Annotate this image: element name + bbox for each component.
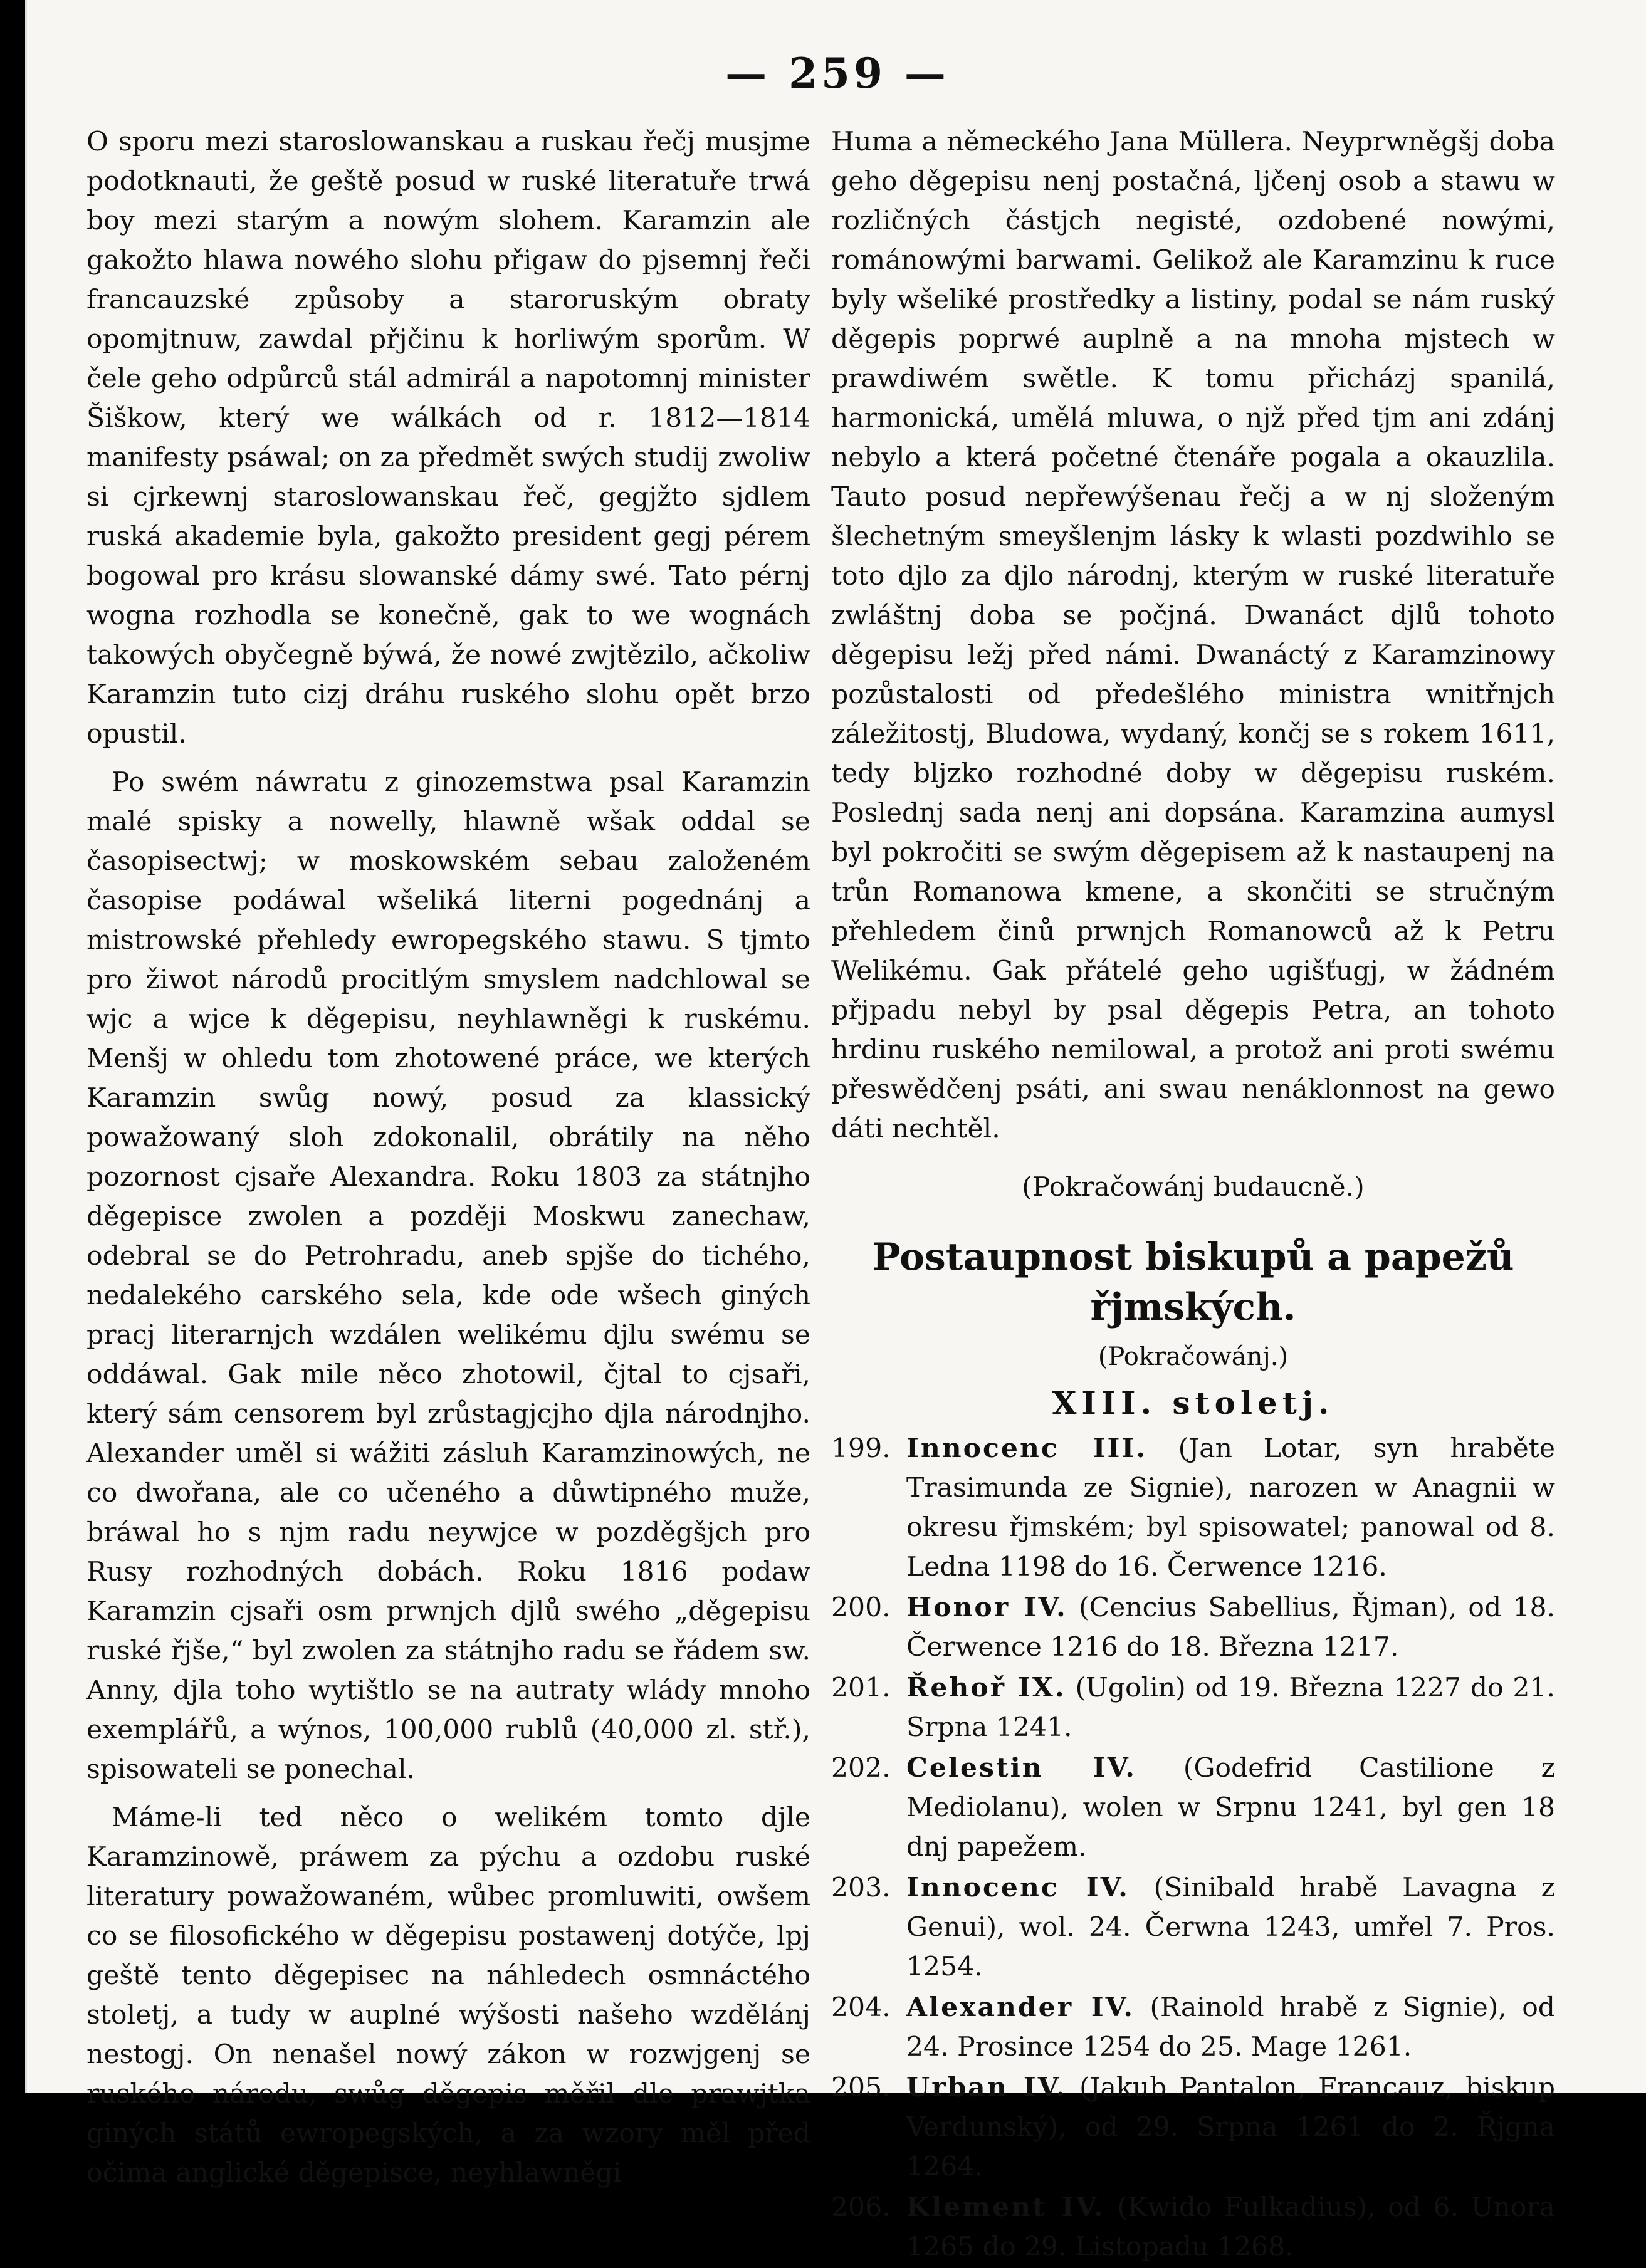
left-column [86, 122, 810, 2193]
entry-text: (Jan Lotar, syn hraběte Trasimunda ze Signie), narozen w Anagnii w okresu řjmském; byl spisowatel; panowal od 8. Ledna 1198 do 16. Čerwence 1216. [906, 1433, 1555, 1582]
pope-entry [831, 1668, 1555, 1747]
entry-number: 205. [831, 2072, 891, 2103]
entry-text: (Ugolin) od 19. Března 1227 do 21. Srpna 1241. [906, 1673, 1555, 1743]
entry-text: (Sinibald hrabě Lavagna z Genui), wol. 24. Čerwna 1243, umřel 7. Pros. 1254. [906, 1873, 1555, 1982]
left-paragraph-3: Máme-li ted něco o welikém tomto djle Karamzinowě, práwem za pýchu a ozdobu ruské literatury powažowaném, wůbec promluwiti, owšem co se filosofického w děgepisu postawenj dotýče, lpj geště tento děgepisec na náhledech osmnáctého stoletj, a tudy w auplné wýšosti našeho wzdělánj nestogj. On nenašel nowý zákon w rozwjgenj se ruského národu, swůg děgepis měřil dle prawjtka giných států ewropegských, a za wzory měl před očima anglické děgepisce, neyhlawněgi [86, 1802, 810, 2188]
section-subtitle: (Pokračowánj.) [1098, 1342, 1289, 1371]
pope-entry [831, 1868, 1555, 1987]
right-paragraph-1: Huma a německého Jana Müllera. Neyprwněgšj doba geho děgepisu nenj postačná, ljčenj osob a stawu w rozličných částjch negisté, ozdobené nowými, románowými barwami. Gelikož ale Karamzinu k ruce byly wšeliké prostředky a listiny, podal se nám ruský děgepis poprwé auplně a na mnoha mjstech w prawdiwém swětle. K tomu přicházj spanilá, harmonická, umělá mluwa, o njž před tjm ani zdánj nebylo a která početné čtenáře pogala a okauzlila. Tauto posud nepřewýšenau řečj a w nj složeným šlechetným smeyšlenjm lásky k wlasti pozdwihlo se toto djlo za djlo národnj, kterým w ruské literatuře zwláštnj doba se počjná. Dwanáct djlů tohoto děgepisu ležj před námi. Dwanáctý z Karamzinowy pozůstalosti od předešlého ministra wnitřnjch záležitostj, Bludowa, wydaný, končj se s rokem 1611, tedy bljzko rozhodné doby w děgepisu ruském. Poslednj sada nenj ani dopsána. Karamzina aumysl byl pokročiti se swým děgepisem až k nastaupenj na trůn Romanowa kmene, a skončiti se stručným přehledem činů prwnjch Romanowců až k Petru Welikému. Gak přátelé geho ugišťugj, w žádném přjpadu nebyl by psal děgepis Petra, an tohoto hrdinu ruského nemilowal, a protož ani proti swému přeswědčenj psáti, ani swau nenáklonnost na gewo dáti nechtěl. [831, 127, 1555, 1144]
entry-number: 199. [831, 1433, 891, 1464]
pope-entry [831, 1429, 1555, 1587]
entry-number: 200. [831, 1592, 891, 1623]
century-heading: XIII. stoletj. [1052, 1384, 1334, 1421]
left-paragraph-2: Po swém náwratu z ginozemstwa psal Karamzin malé spisky a nowelly, hlawně wšak oddal se časopisectwj; w moskowském sebau založeném časopise podáwal wšeliká literni pogednánj a mistrowské přehledy ewropegského stawu. S tjmto pro žiwot národů procitlým smyslem nadchlowal se wjc a wjce k děgepisu, neyhlawněgi k ruskému. Menšj w ohledu tom zhotowené práce, we kterých Karamzin swůg nowý, posud za klassický powažowaný sloh zdokonalil, obrátily na něho pozornost cjsaře Alexandra. Roku 1803 za státnjho děgepisce zwolen a později Moskwu zanechaw, odebral se do Petrohradu, aneb spjše do tichého, nedalekého carského sela, kde ode wšech giných pracj literarnjch wzdálen welikému djlu swému se oddáwal. Gak mile něco zhotowil, čjtal to cjsaři, který sám censorem byl zrůstagjcjho djla národnjho. Alexander uměl si wážiti zásluh Karamzinowých, ne co dwořana, ale co učeného a důwtipného muže, bráwal ho s njm radu neywjce w pozděgšjch pro Rusy rozhodných dobách. Roku 1816 podaw Karamzin cjsaři osm prwnjch djlů swého „děgepisu ruské řjše,“ byl zwolen za státnjho radu se řádem sw. Anny, djla toho wytištlo se na autraty wlády mnoho exemplářů, a wýnos, 100,000 rublů (40,000 zl. stř.), spisowateli se ponechal. [86, 767, 810, 1785]
entry-name: Alexander IV. [906, 1992, 1135, 2023]
entry-text: (Godefrid Castilione z Mediolanu), wolen w Srpnu 1241, byl gen 18 dnj papežem. [906, 1753, 1555, 1863]
page-number: — 259 — [725, 49, 950, 98]
entry-name: Klement IV. [906, 2192, 1105, 2223]
entry-name: Celestin IV. [906, 1752, 1137, 1784]
pope-entry [831, 2068, 1555, 2187]
right-column [831, 122, 1555, 2268]
pope-entry [831, 2188, 1555, 2267]
pope-list [831, 1429, 1555, 2267]
entry-name: Urban IV. [906, 2072, 1067, 2103]
entry-name: Řehoř IX. [906, 1672, 1066, 1703]
entry-number: 204. [831, 1992, 891, 2023]
entry-number: 201. [831, 1673, 891, 1703]
entry-name: Honor IV. [906, 1592, 1067, 1623]
entry-name: Innocenc III. [906, 1433, 1148, 1464]
entry-number: 206. [831, 2192, 891, 2223]
section-title: Postaupnost biskupů a papežů řjmských. [872, 1235, 1514, 1329]
page [25, 0, 1646, 2262]
entry-text: (Kwido Fulkadius), od 6. Unora 1265 do 29. Listopadu 1268. [906, 2192, 1555, 2262]
entry-name: Innocenc IV. [906, 1872, 1130, 1903]
entry-text: (Cencius Sabellius, Řjman), od 18. Čerwence 1216 do 18. Března 1217. [906, 1592, 1555, 1663]
pope-entry [831, 1988, 1555, 2067]
entry-number: 203. [831, 1873, 891, 1903]
pope-entry [831, 1748, 1555, 1867]
entry-number: 202. [831, 1753, 891, 1784]
continued-note: (Pokračowánj budaucně.) [1022, 1172, 1365, 1203]
entry-text: (Rainold hrabě z Signie), od 24. Prosince 1254 do 25. Mage 1261. [906, 1992, 1556, 2062]
pope-entry [831, 1588, 1555, 1667]
left-paragraph-1: O sporu mezi staroslowanskau a ruskau řečj musjme podotknauti, že geště posud w ruské literatuře trwá boy mezi starým a nowým slohem. Karamzin ale gakožto hlawa nowého slohu přigaw do pjsemnj řeči francauzské způsoby a staroruským obraty opomjtnuw, zawdal přjčinu k horliwým sporům. W čele geho odpůrců stál admirál a napotomnj minister Šiškow, který we wálkách od r. 1812—1814 manifesty psáwal; on za předmět swých studij zwoliw si cjrkewnj staroslowanskau řeč, gegjžto sjdlem ruská akademie byla, gakožto president gegj pérem bogowal pro krásu slowanské dámy swé. Tato pérnj wogna rozhodla se konečně, gak to we wognách takowých obyčegně býwá, že nowé zwjtězilo, ačkoliw Karamzin tuto cizj dráhu ruského slohu opět brzo opustil. [86, 127, 810, 750]
entry-text: (Jakub Pantalon, Francauz, biskup Verdunský), od 29. Srpna 1261 do 2. Řjgna 1264. [906, 2072, 1555, 2182]
